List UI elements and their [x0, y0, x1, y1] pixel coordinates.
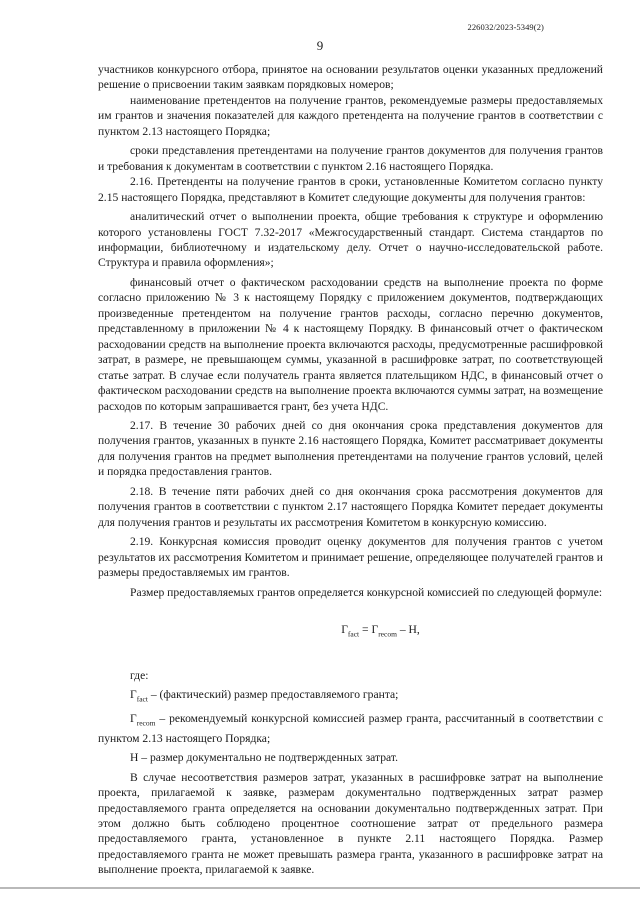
- def2-text: – рекомендуемый конкурсной комиссией размер гранта, рассчитанный в соответствии с пунктом 2.13 настоящего Порядка;: [98, 711, 603, 745]
- clause-2-16: 2.16. Претенденты на получение грантов в сроки, установленные Комитетом согласно пункту 2.15 настоящего Порядка, представляют в Комитет следующие документы для получения грантов:: [98, 175, 603, 204]
- def1-sub: fact: [136, 694, 148, 704]
- def2-symbol: Г: [130, 711, 137, 725]
- paragraph-financial-report: финансовый отчет о фактическом расходовании средств на выполнение проекта по форме согласно приложению № 3 к настоящему Порядку с приложением документов, подтверждающих произведенные претендентом на получение грантов расходы, согласно перечню документов, представленному в приложении № 4 к настоящему Порядку. В финансовый отчет о фактическом расходовании средств на выполнение проекта включаются расходы, предусмотренные расшифровкой затрат, в размере, не превышающем суммы, указанной в расшифровке затрат, по соответствующей статье затрат. В случае если получатель гранта является плательщиком НДС, в финансовый отчет о фактическом расходовании средств на выполнение проекта включаются суммы затрат, на возмещение расходов по которым запрашивается грант, без учета НДС.: [98, 275, 603, 413]
- document-body: [98, 62, 603, 878]
- paragraph-continuation: участников конкурсного отбора, принятое на основании результатов оценки указанных предложений решение о присвоении таким заявкам порядковых номеров;: [98, 63, 603, 92]
- formula-rhs-sub: recom: [378, 629, 397, 639]
- formula-lhs: Г: [341, 622, 348, 636]
- definition-gfact: [98, 687, 603, 707]
- grant-formula: [98, 622, 603, 642]
- document-number: 226032/2023-5349(2): [467, 22, 544, 32]
- paragraph-formula-intro: Размер предоставляемых грантов определяется конкурсной комиссией по следующей формуле:: [130, 585, 603, 599]
- clause-2-18: 2.18. В течение пяти рабочих дней со дня окончания срока рассмотрения документов для получения грантов в соответствии с пунктом 2.17 настоящего Порядка Комитет передает документы для получения грантов и результаты их рассмотрения Комитетом в конкурсную комиссию.: [98, 484, 603, 529]
- where-label: где:: [130, 668, 149, 682]
- paragraph-deadlines: сроки представления претендентами на получение грантов документов для получения грантов и требования к документам в соответствии с пунктом 2.16 настоящего Порядка.: [98, 144, 603, 173]
- def1-symbol: Г: [130, 688, 137, 702]
- clause-2-17: 2.17. В течение 30 рабочих дней со дня окончания срока представления документов для получения грантов, указанных в пункте 2.16 настоящего Порядка, Комитет рассматривает документы для получения грантов на предмет выполнения претендентами на получение грантов условий, целей и порядка предоставления грантов.: [98, 418, 603, 479]
- paragraph-mismatch: В случае несоответствия размеров затрат, указанных в расшифровке затрат на выполнение проекта, прилагаемой к заявке, размерам документально подтвержденных затрат размер предоставляемого гранта определяется на основании документально подтвержденных затрат. При этом должно быть соблюдено процентное соотношение затрат от предельного размера предоставляемого гранта, установленное в пункте 2.11 настоящего Порядка. Размер предоставляемого гранта не может превышать размера гранта, указанного в расшифровке затрат на выполнение проекта, прилагаемой к заявке.: [98, 770, 603, 877]
- definition-h: Н – размер документально не подтвержденных затрат.: [130, 751, 398, 765]
- formula-equals: =: [359, 622, 372, 636]
- definition-grecom: [98, 711, 603, 746]
- def1-text: – (фактический) размер предоставляемого гранта;: [147, 688, 399, 702]
- clause-2-19: 2.19. Конкурсная комиссия проводит оценку документов для получения грантов с учетом результатов их рассмотрения Комитетом и принимает решение, определяющее получателей грантов и размеры предоставляемых им грантов.: [98, 535, 603, 580]
- scan-edge-line: [0, 887, 640, 889]
- paragraph-analytic-report: аналитический отчет о выполнении проекта, общие требования к структуре и оформлению которого установлены ГОСТ 7.32-2017 «Межгосударственный стандарт. Система стандартов по информации, библиотечному и издательскому делу. Отчет о научно-исследовательской работе. Структура и правила оформления»;: [98, 210, 603, 270]
- formula-tail: – Н,: [396, 622, 420, 636]
- def2-sub: recom: [136, 718, 156, 728]
- formula-rhs: Г: [371, 622, 379, 636]
- page-number: 9: [316, 38, 324, 53]
- formula-lhs-sub: fact: [347, 629, 360, 639]
- paragraph-applicants: наименование претендентов на получение грантов, рекомендуемые размеры предоставляемых им грантов и значения показателей для каждого претендента на получение грантов в соответствии с пунктом 2.13 настоящего Порядка;: [98, 93, 603, 138]
